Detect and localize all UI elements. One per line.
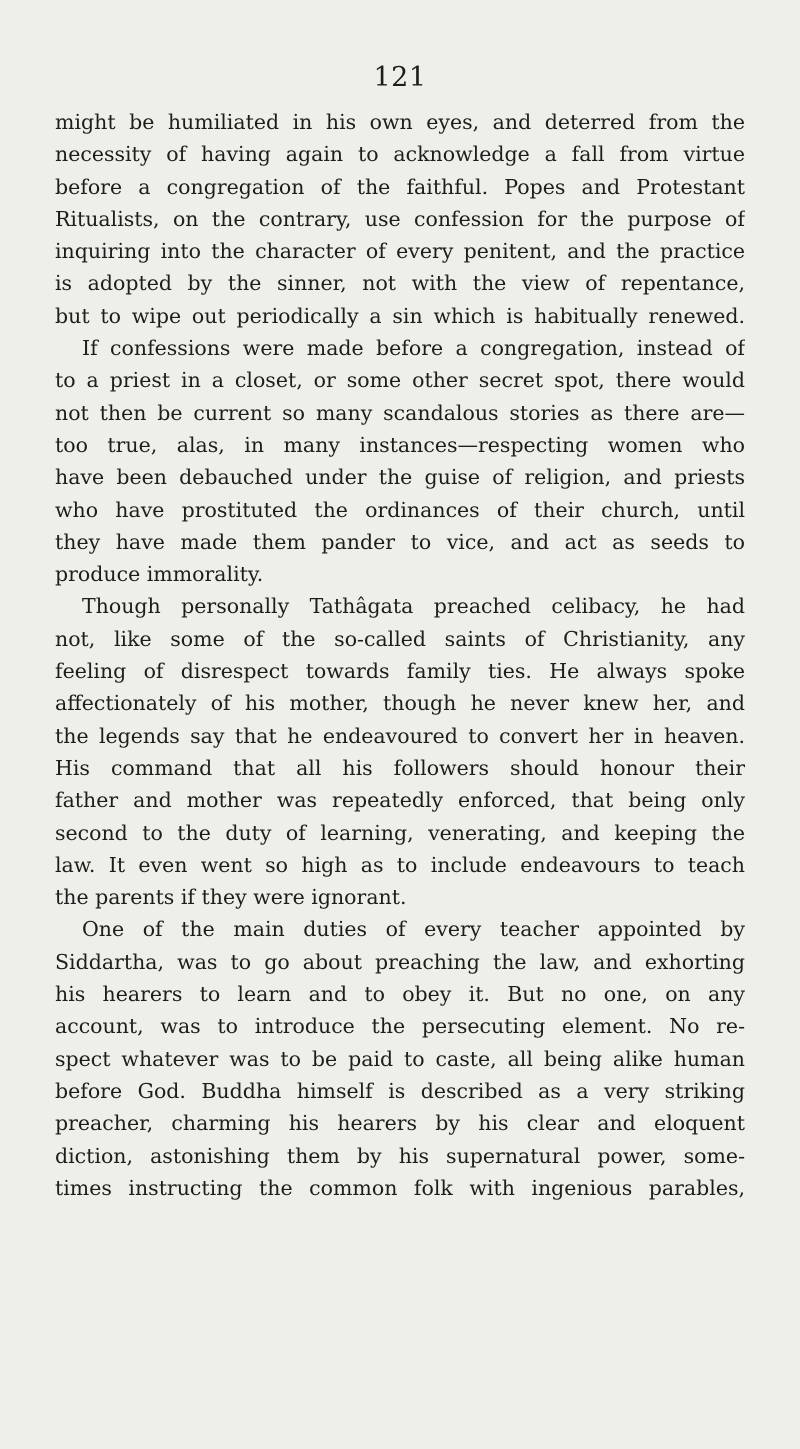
text-line: not, like some of the so-called saints of Christianity, any <box>55 626 745 651</box>
text-line: but to wipe out periodically a sin which is habitually renewed. <box>55 303 745 328</box>
text-line: account, was to introduce the persecuting element. No re- <box>55 1014 745 1039</box>
text-line: preacher, charming his hearers by his clear and eloquent <box>55 1111 745 1136</box>
text-line: father and mother was repeatedly enforced, that being only <box>55 788 745 813</box>
text-line: His command that all his followers should honour their <box>55 755 745 780</box>
text-line: might be humiliated in his own eyes, and deterred from the <box>55 110 745 134</box>
text-line: the parents if they were ignorant. <box>55 885 407 910</box>
text-line: inquiring into the character of every penitent, and the practice <box>55 239 745 264</box>
text-line: necessity of having again to acknowledge a fall from virtue <box>55 142 745 167</box>
text-line: who have prostituted the ordinances of their church, until <box>55 497 745 522</box>
text-line: to a priest in a closet, or some other secret spot, there would <box>55 368 745 393</box>
text-line: is adopted by the sinner, not with the view of repentance, <box>55 271 745 296</box>
text-line: Though personally Tathâgata preached celibacy, he had <box>82 594 745 619</box>
text-line: If confessions were made before a congregation, instead of <box>82 336 745 361</box>
text-line: feeling of disrespect towards family ties. He always spoke <box>55 659 745 684</box>
text-line: too true, alas, in many instances—respecting women who <box>55 432 745 457</box>
text-line: not then be current so many scandalous stories as there are— <box>55 400 745 425</box>
text-line: Siddartha, was to go about preaching the law, and exhorting <box>55 949 745 974</box>
text-line: diction, astonishing them by his supernatural power, some- <box>55 1143 745 1168</box>
text-line: Ritualists, on the contrary, use confession for the purpose of <box>55 206 745 231</box>
text-line: have been debauched under the guise of religion, and priests <box>55 465 745 490</box>
text-line: law. It even went so high as to include endeavours to teach <box>55 852 745 877</box>
page-number: 121 <box>373 62 427 93</box>
text-line: affectionately of his mother, though he never knew her, and <box>55 691 745 716</box>
text-line: spect whatever was to be paid to caste, all being alike human <box>55 1046 745 1071</box>
text-line: before God. Buddha himself is described as a very striking <box>55 1078 745 1103</box>
text-line: the legends say that he endeavoured to convert her in heaven. <box>55 723 745 748</box>
body-text <box>55 106 745 1204</box>
text-line: produce immorality. <box>55 562 264 587</box>
text-line: before a congregation of the faithful. Popes and Protestant <box>55 174 745 199</box>
text-line: times instructing the common folk with ingenious parables, <box>55 1175 745 1200</box>
text-line: second to the duty of learning, venerating, and keeping the <box>55 820 745 845</box>
text-line: they have made them pander to vice, and act as seeds to <box>55 529 745 554</box>
text-line: his hearers to learn and to obey it. But no one, on any <box>55 982 745 1007</box>
text-line: One of the main duties of every teacher appointed by <box>82 917 745 942</box>
